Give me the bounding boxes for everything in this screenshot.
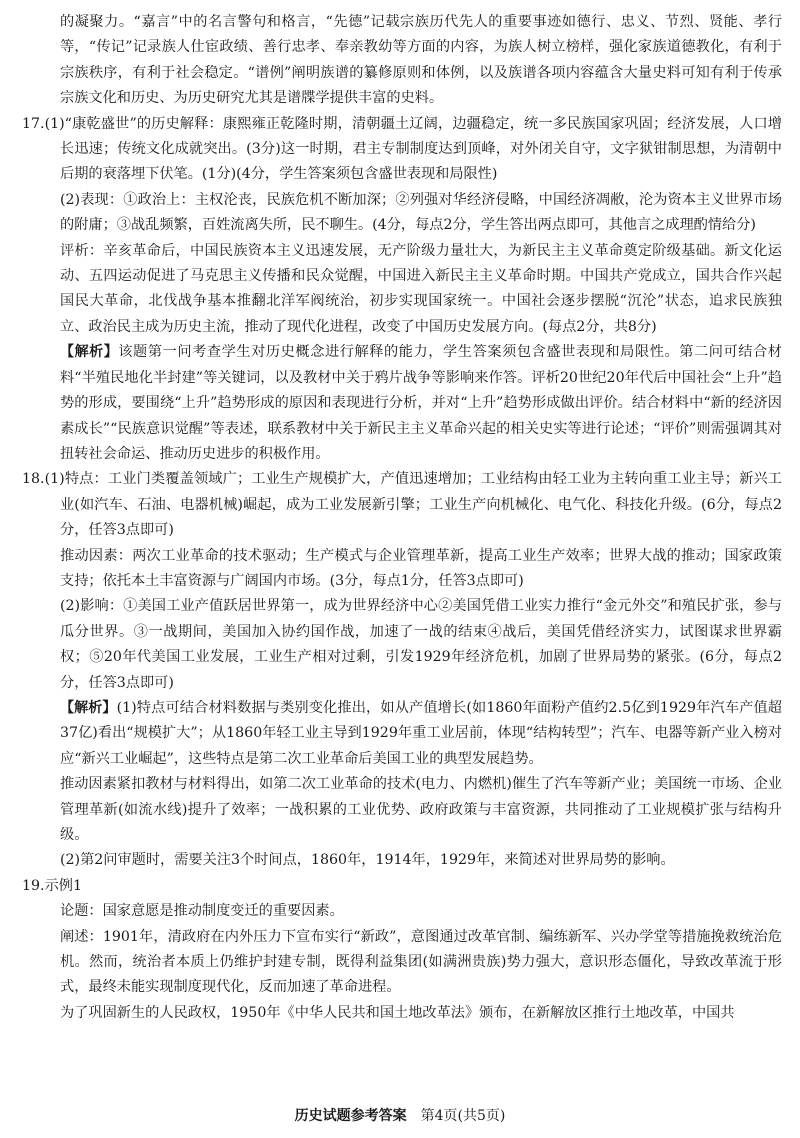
q17-analysis: [22, 340, 782, 467]
page-footer: [0, 1106, 800, 1126]
q18-factors-text: 推动因素：两次工业革命的技术驱动；生产模式与企业管理革新，提高工业生产效率；世界大战的推动；国家政策支持；依托本土丰富资源与广阔国内市场。(3分，每点1分，任答3点即可): [60, 547, 782, 589]
footer-page-number: 第4页(共5页): [420, 1108, 506, 1124]
question-19-example: [22, 874, 782, 899]
analysis-tag: 【解析】: [60, 344, 119, 361]
question-18-part1: [22, 467, 782, 543]
q17-analysis-text: 该题第一问考查学生对历史概念进行解释的能力，学生答案须包含盛世表现和局限性。第二问可结合材料“半殖民地化半封建”等关键词，以及教材中关于鸦片战争等影响来作答。评析20世纪20年代后中国社会“上升”趋势的形成，要围绕“上升”趋势形成的原因和表现进行分析，并对“上升”趋势形成做出评价。结合材料中“新的经济因素成长”“民族意识觉醒”等表述，联系教材中关于新民主主义革命兴起的相关史实等进行论述；“评价”则需强调其对扭转社会命运、推动历史进步的积极作用。: [60, 344, 782, 462]
q19-elaboration-text: 阐述：1901年，清政府在内外压力下宣布实行“新政”，意图通过改革官制、编练新军、兴办学堂等措施挽救统治危机。然而，统治者本质上仍维护封建专制，既得利益集团(如满洲贵族)势力强大，意识形态僵化，导致改革流于形式，最终未能实现制度现代化，反而加速了革命进程。: [60, 928, 782, 996]
q19-continuation-text: 为了巩固新生的人民政权，1950年《中华人民共和国土地改革法》颁布，在新解放区推行土地改革，中国共: [60, 1004, 735, 1021]
question-number-18: 18.: [22, 471, 45, 488]
question-number-19: 19.: [22, 877, 45, 894]
analysis-tag: 【解析】: [60, 699, 117, 716]
q18-analysis: [22, 696, 782, 772]
q17-commentary-text: 评析：辛亥革命后，中国民族资本主义迅速发展，无产阶级力量壮大，为新民主主义革命奠定阶级基础。新文化运动、五四运动促进了马克思主义传播和民众觉醒，中国进入新民主主义革命时期。中国共产党成立，国共合作兴起国民大革命，北伐战争基本推翻北洋军阀统治，初步实现国家统一。中国社会逐步摆脱“沉沦”状态，追求民族独立、政治民主成为历史主流，推动了现代化进程，改变了中国历史发展方向。(每点2分，共8分): [60, 242, 782, 335]
q19-example-label: 示例1: [44, 877, 82, 894]
q18-analysis-factors-text: 推动因素紧扣教材与材料得出，如第二次工业革命的技术(电力、内燃机)催生了汽车等新产业；美国统一市场、企业管理革新(如流水线)提升了效率；一战积累的工业优势、政府政策与丰富资源，共同推动了工业规模扩张与结构升级。: [60, 776, 782, 843]
q18-analysis-part2-text: (2)第2问审题时，需要关注3个时间点，1860年，1914年，1929年，来简述对世界局势的影响。: [60, 852, 675, 869]
question-number-17: 17.: [22, 115, 45, 132]
q18-part1-text: (1)特点：工业门类覆盖领域广；工业生产规模扩大，产值迅速增加；工业结构由轻工业为主转向重工业主导；新兴工业(如汽车、石油、电器机械)崛起，成为工业发展新引擎；工业生产向机械化、电气化、科技化升级。(6分，每点2分，任答3点即可): [44, 471, 782, 539]
q18-analysis-text: (1)特点可结合材料数据与类别变化推出，如从产值增长(如1860年面粉产值约2.5亿到1929年汽车产值超37亿)看出“规模扩大”；从1860年轻工业主导到1929年重工业居前，体现“结构转型”；汽车、电器等新产业入榜对应“新兴工业崛起”，这些特点是第二次工业革命后美国工业的典型发展趋势。: [60, 699, 782, 767]
footer-title: 历史试题参考答案: [294, 1108, 407, 1124]
q18-part2-text: (2)影响：①美国工业产值跃居世界第一，成为世界经济中心②美国凭借工业实力推行“金元外交”和殖民扩张，参与瓜分世界。③一战期间，美国加入协约国作战，加速了一战的结束④战后，美国凭借经济实力，试图谋求世界霸权；⑤20年代美国工业发展，工业生产相对过剩，引发1929年经济危机，加剧了世界局势的紧张。(6分，每点2分，任答3点即可): [60, 598, 782, 691]
paragraph-q16-continuation: 的凝聚力。“嘉言”中的名言警句和格言，“先德”记载宗族历代先人的重要事迹如德行、忠义、节烈、贤能、孝行等，“传记”记录族人仕宦政绩、善行忠孝、奉亲教幼等方面的内容，为族人树立榜样，强化家族道德教化，有利于宗族秩序，有利于社会稳定。“谱例”阐明族谱的纂修原则和体例，以及族谱各项内容蕴含大量史料可知有利于传承宗族文化和历史、为历史研究尤其是谱牒学提供丰富的史料。: [60, 14, 782, 107]
question-17-part1: [22, 112, 782, 188]
answer-page: [22, 10, 782, 1026]
q17-part2-text: (2)表现：①政治上：主权沦丧，民族危机不断加深；②列强对华经济侵略，中国经济凋敝，沦为资本主义世界市场的附庸；③战乱频繁，百姓流离失所，民不聊生。(4分，每点2分，学生答出两点即可，其他言之成理酌情给分): [60, 191, 782, 234]
q17-part1-text: (1)“康乾盛世”的历史解释：康熙雍正乾隆时期，清朝疆土辽阔，边疆稳定，统一多民族国家巩固；经济发展，人口增长迅速；传统文化成就突出。(3分)这一时期，君主专制制度达到顶峰，对外闭关自守，文字狱钳制思想，为清朝中后期的衰落埋下伏笔。(1分)(4分，学生答案须包含盛世表现和局限性): [44, 115, 782, 183]
q19-thesis-text: 论题：国家意愿是推动制度变迁的重要因素。: [60, 903, 344, 920]
